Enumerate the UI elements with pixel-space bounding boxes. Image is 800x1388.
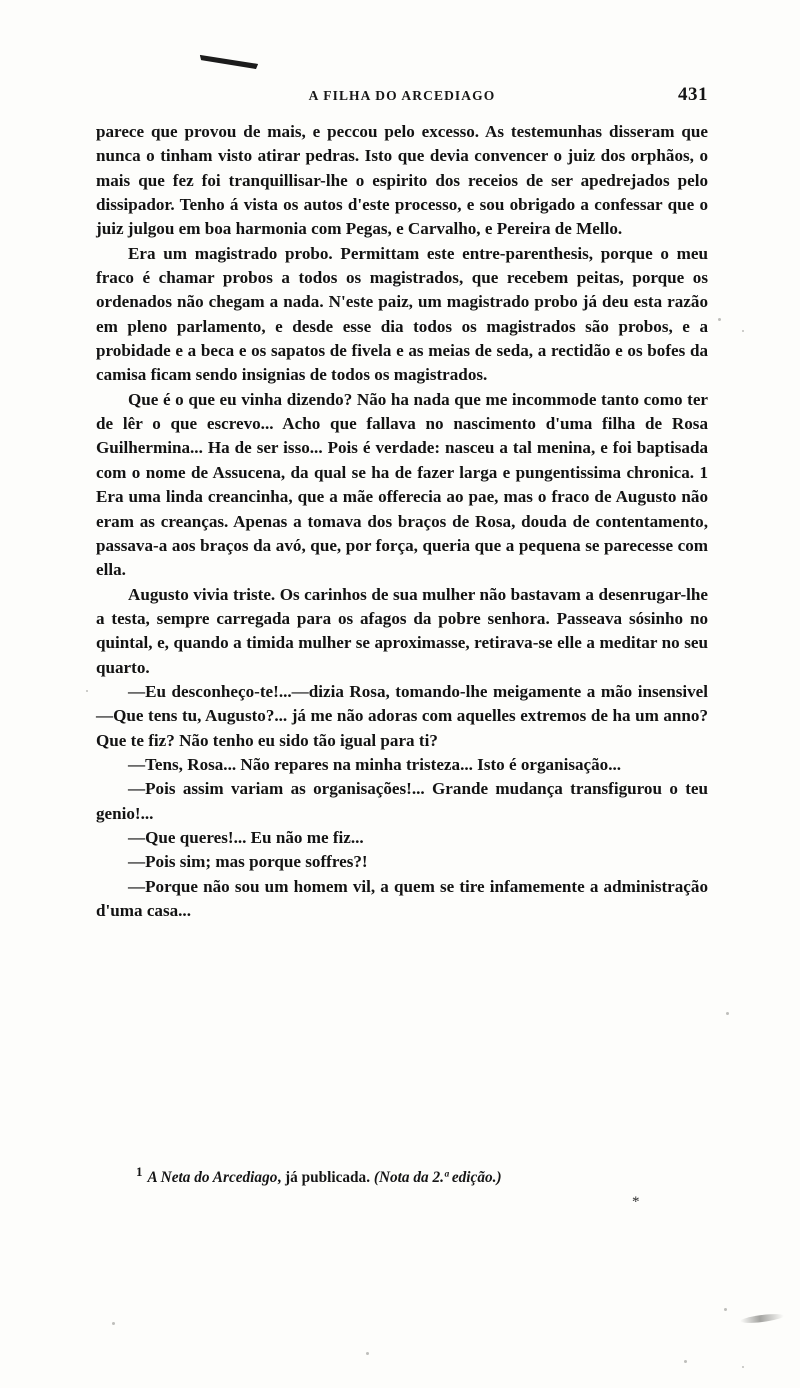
body-text — [96, 120, 708, 923]
scan-speckle — [742, 1366, 744, 1368]
scan-speckle — [718, 318, 721, 321]
bottom-asterisk-mark: * — [632, 1194, 640, 1210]
paragraph: Era um magistrado probo. Permittam este entre-parenthesis, porque o meu fraco é chamar probos a todos os magistrados, que recebem peitas, porque os ordenados não chegam a nada. N'este paiz, um magistrado probo já deu esta razão em pleno parlamento, e desde esse dia todos os magistrados são probos, e a probidade e a beca e os sapatos de fivela e as meias de seda, a rectidão e os bofes da camisa ficam sendo insignias de todos os magistrados. — [96, 243, 708, 385]
scan-speckle — [742, 330, 744, 332]
scan-smudge — [740, 1312, 785, 1324]
paragraph: —Eu desconheço-te!...—dizia Rosa, tomando-lhe meigamente a mão insensivel—Que tens tu, Augusto?... já me não adoras com aquelles extremos de ha um anno? Que te fiz? Não tenho eu sido tão igual para ti? — [96, 681, 708, 750]
scan-speckle — [724, 1308, 727, 1311]
footnote-area — [96, 1162, 708, 1188]
page-number: 431 — [678, 84, 708, 105]
paragraph: Que é o que eu vinha dizendo? Não ha nada que me incommode tanto como ter de lêr o que escrevo... Acho que fallava no nascimento d'uma filha de Rosa Guilhermina... Ha de ser isso... Pois é verdade: nasceu a tal menina, e foi baptisada com o nome de Assucena, da qual se ha de fazer larga e pungentissima chronica. 1 Era uma linda creancinha, que a mãe offerecia ao pae, mas o fraco de Augusto não eram as creanças. Apenas a tomava dos braços de Rosa, douda de contentamento, passava-a aos braços da avó, que, por força, queria que a pequena se parecesse com ella. — [96, 389, 708, 580]
paragraph: —Tens, Rosa... Não repares na minha tristeza... Isto é organisação... — [128, 754, 622, 774]
scan-speckle — [726, 1012, 729, 1015]
paragraph: Augusto vivia triste. Os carinhos de sua mulher não bastavam a desenrugar-lhe a testa, sempre carregada para os afagos da pobre senhora. Passeava sósinho no quintal, e, quando a timida mulher se aproximasse, retirava-se elle a meditar no seu quarto. — [96, 584, 708, 677]
paragraph: —Pois assim variam as organisações!... Grande mudança transfigurou o teu genio!... — [96, 779, 708, 823]
paragraph: —Pois sim; mas porque soffres?! — [128, 852, 368, 872]
running-title: A FILHA DO ARCEDIAGO — [308, 88, 496, 103]
footnote — [96, 1162, 708, 1188]
scan-speckle — [366, 1352, 369, 1355]
paragraph: parece que provou de mais, e peccou pelo excesso. As testemunhas disseram que nunca o tinham visto atirar pedras. Isto que devia convencer o juiz dos orphãos, o mais que fez foi tranquillisar-lhe o espirito dos receios de ser apedrejados pelo dissipador. Tenho á vista os autos d'este processo, e sou obrigado a confessar que o juiz julgou em boa harmonia com Pegas, e Carvalho, e Pereira de Mello. — [96, 122, 708, 239]
scan-speckle — [112, 1322, 115, 1325]
footnote-text: , já publicada. — [277, 1169, 371, 1187]
paragraph: —Que queres!... Eu não me fiz... — [128, 827, 364, 847]
scan-speckle — [684, 1360, 687, 1363]
footnote-title: A Neta do Arcediago — [147, 1169, 278, 1187]
ink-blot-mark — [200, 51, 259, 71]
page-header — [96, 84, 708, 105]
footnote-edition-note: (Nota da 2.ª edição.) — [373, 1169, 502, 1187]
footnote-marker: 1 — [136, 1164, 143, 1179]
scan-speckle — [86, 690, 88, 692]
paragraph: —Porque não sou um homem vil, a quem se tire infamemente a administração d'uma casa... — [96, 876, 708, 920]
